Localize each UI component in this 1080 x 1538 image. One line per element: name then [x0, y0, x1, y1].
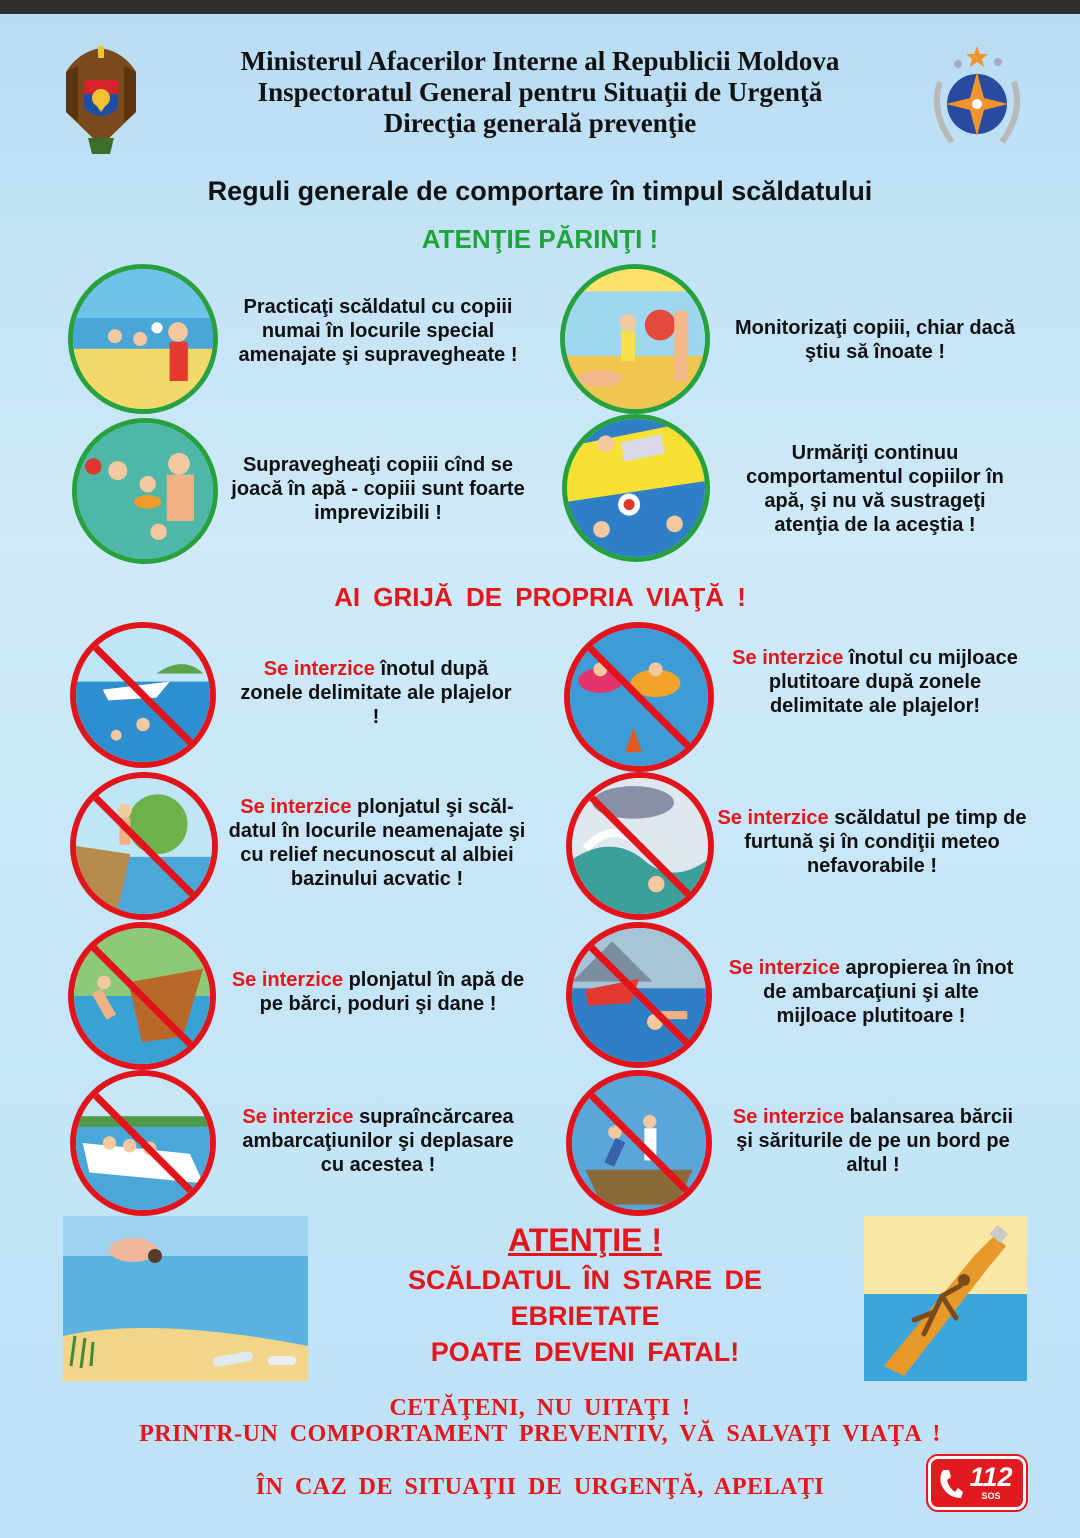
parents-heading: ATENŢIE PĂRINŢI !: [421, 224, 659, 254]
forbid-label: Se interzice: [732, 1106, 845, 1128]
header-line-1: Ministerul Afacerilor Interne al Republicii Moldova: [240, 46, 840, 76]
forbid-rule-8-text: balansarea bărcii şi săriturile de pe un bord pe altul !: [736, 1106, 1014, 1176]
no-diving-unknown-places-illustration: [70, 772, 218, 920]
forbid-rule-6-text: apropierea în înot de ambarcaţiuni şi alte mijloace plutitoare !: [763, 957, 1014, 1027]
forbid-rule-7: [228, 1105, 528, 1177]
bottle-swimmer-illustration: [864, 1216, 1027, 1381]
parents-rule-3: Supravegheaţi copiii cînd se joacă în apă - copiii sunt foarte imprevizibili !: [231, 454, 525, 524]
beach-supervision-illustration: [68, 264, 218, 414]
forbid-label: Se interzice: [732, 647, 844, 669]
page-title: Reguli generale de comportare în timpul scăldatului: [207, 176, 873, 206]
warning-title: ATENŢIE !: [507, 1222, 663, 1258]
header-line-3: Direcţia generală prevenţie: [383, 108, 697, 138]
forbid-label: Se interzice: [231, 969, 344, 991]
emergency-number: 112: [969, 1462, 1013, 1492]
monitor-children-illustration: [560, 264, 710, 414]
forbid-rule-2-text: înotul cu mijloace plutitoare după zonele delimitate ale plajelor!: [768, 647, 1018, 717]
parents-rule-2: Monitorizaţi copiii, chiar dacă ştiu să înoate !: [734, 317, 1016, 363]
forbid-rule-5-text: plonjatul în apă de pe bărci, poduri şi dane !: [259, 969, 525, 1015]
forbid-rule-1: [236, 657, 516, 729]
footer-line-3: ÎN CAZ DE SITUAŢII DE URGENŢĂ, APELAŢI: [255, 1474, 825, 1500]
no-approaching-boats-illustration: [566, 922, 712, 1068]
parents-rule-4: Urmăriţi continuu comportamentul copiilor în apă, şi nu vă sustrageţi atenţia de la aceştia !: [746, 442, 1004, 536]
sos-label: SOS: [981, 1491, 1001, 1501]
no-diving-from-boats-illustration: [68, 922, 216, 1070]
forbid-rule-3-text: plonjatul şi scăl-datul în locurile neamenajate şi cu relief necunoscut al albiei bazinului acvatic !: [228, 796, 526, 890]
watch-children-illustration: [562, 414, 710, 562]
civil-protection-emblem-icon: [922, 42, 1032, 158]
no-floating-devices-illustration: [564, 622, 714, 772]
warning-line-3: POATE DEVENI FATAL!: [430, 1337, 740, 1367]
forbid-label: Se interzice: [263, 658, 375, 680]
forbid-rule-1-text: înotul după zonele delimitate ale plajelor !: [240, 658, 512, 728]
forbid-rule-3: [226, 795, 528, 891]
warning-line-2: EBRIETATE: [510, 1301, 660, 1331]
footer-line-2: PRINTR-UN COMPORTAMENT PREVENTIV, VĂ SALVAŢI VIAŢA !: [139, 1421, 941, 1447]
forbid-rule-2: [730, 646, 1020, 718]
forbid-label: Se interzice: [717, 807, 829, 829]
warning-line-1: SCĂLDATUL ÎN STARE DE: [407, 1265, 762, 1295]
no-swimming-in-storm-illustration: [566, 772, 714, 920]
ministry-header: [160, 46, 920, 139]
forbid-rule-8: [728, 1105, 1018, 1177]
forbid-label: Se interzice: [242, 1106, 354, 1128]
self-care-heading: AI GRIJĂ DE PROPRIA VIAŢĂ !: [334, 582, 746, 612]
forbid-label: Se interzice: [728, 957, 840, 979]
header-line-2: Inspectoratul General pentru Situaţii de Urgenţă: [257, 77, 823, 107]
coat-of-arms-icon: [58, 42, 144, 158]
top-bar: [0, 0, 1080, 14]
forbid-rule-4: [716, 806, 1028, 878]
parents-rule-1: Practicaţi scăldatul cu copiii numai în locurile special amenajate şi supravegheate !: [238, 296, 518, 366]
no-rocking-boat-illustration: [566, 1070, 712, 1216]
forbid-rule-7-text: supraîncărcarea ambarcaţiunilor şi deplasare cu acestea !: [242, 1106, 514, 1176]
no-swimming-beyond-zone-illustration: [70, 622, 216, 768]
forbid-rule-5: [228, 968, 528, 1016]
forbid-label: Se interzice: [240, 796, 352, 818]
no-overloading-boats-illustration: [70, 1070, 216, 1216]
footer-line-1: CETĂŢENI, NU UITAŢI !: [389, 1395, 691, 1421]
emergency-112-badge: [928, 1456, 1026, 1510]
forbid-rule-6: [726, 956, 1016, 1028]
phone-icon: [937, 1468, 963, 1500]
drunk-swimmer-illustration: [63, 1216, 308, 1381]
forbid-rule-4-text: scăldatul pe timp de furtună şi în condiţii meteo nefavorabile !: [744, 807, 1027, 877]
alcohol-warning: [370, 1220, 800, 1368]
children-playing-water-illustration: [72, 418, 218, 564]
